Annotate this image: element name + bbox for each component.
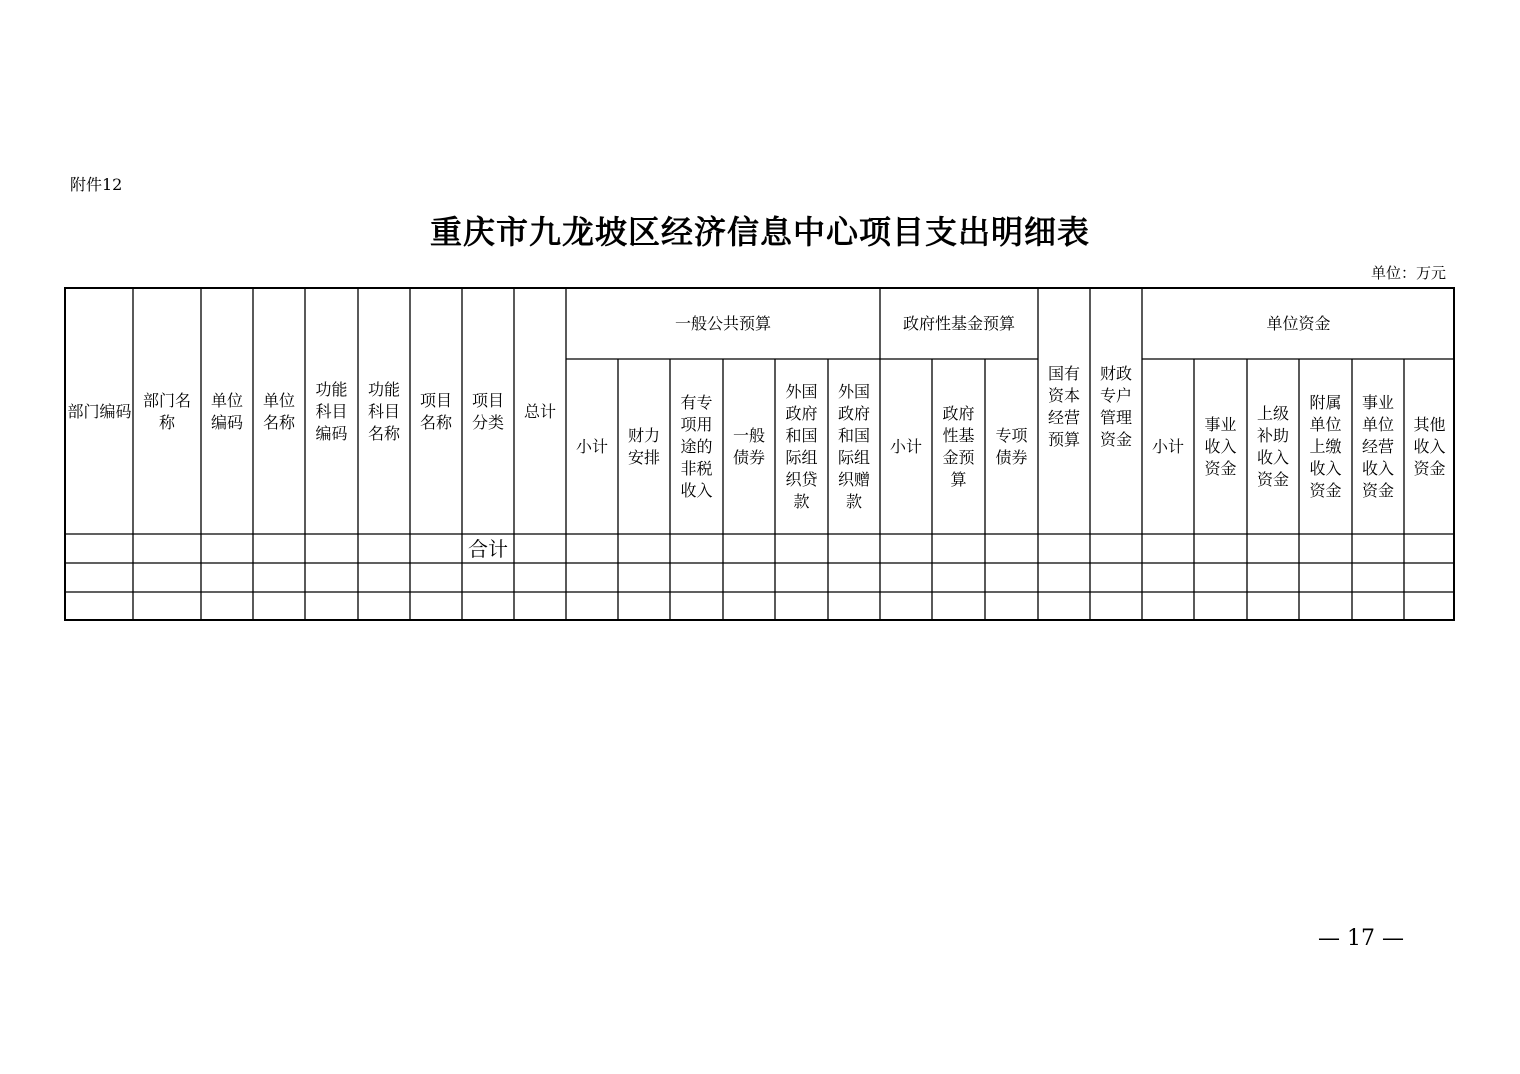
header-group-general-budget: 一般公共预算 (674, 314, 771, 333)
header-general-bond: 一般债券 (732, 425, 765, 467)
header-dept-code: 部门编码 (67, 401, 132, 421)
header-dept-name: 部门名称 (142, 390, 191, 432)
header-unit-name: 单位名称 (262, 390, 295, 432)
header-func-code: 功能科目编码 (315, 379, 348, 443)
header-special-account: 财政专户管理资金 (1099, 363, 1132, 449)
header-total: 总计 (523, 401, 556, 421)
header-general-subtotal: 小计 (575, 436, 608, 456)
page-number: — 17 — (1318, 926, 1404, 951)
header-group-fund-budget: 政府性基金预算 (902, 314, 1015, 333)
header-unit-code: 单位编码 (210, 390, 243, 432)
header-unit-operating: 事业单位经营收入资金 (1361, 392, 1394, 500)
header-unit-business: 事业收入资金 (1204, 414, 1237, 478)
header-general-loan: 外国政府和国际组织贷款 (785, 381, 818, 511)
header-unit-affiliated: 附属单位上缴收入资金 (1309, 392, 1342, 500)
header-unit-subtotal: 小计 (1151, 436, 1184, 456)
header-fund-subtotal: 小计 (889, 436, 922, 456)
attachment-label: 附件12 (70, 175, 123, 194)
header-proj-name: 项目名称 (419, 390, 452, 432)
header-fund-bond: 专项债券 (995, 425, 1028, 467)
header-state-capital: 国有资本经营预算 (1047, 363, 1080, 449)
document-title: 重庆市九龙坡区经济信息中心项目支出明细表 (429, 213, 1090, 251)
header-unit-superior: 上级补助收入资金 (1256, 403, 1289, 489)
unit-label: 单位：万元 (1370, 264, 1446, 282)
header-func-name: 功能科目名称 (367, 379, 400, 443)
header-general-nontax: 有专项用途的非税收入 (680, 392, 713, 500)
row-total-label: 合计 (468, 536, 508, 561)
table-row (462, 592, 514, 621)
header-fund-fund: 政府性基金预算 (942, 403, 975, 489)
header-group-unit-funds: 单位资金 (1266, 314, 1331, 333)
header-general-grant: 外国政府和国际组织赠款 (837, 381, 870, 511)
header-unit-other: 其他收入资金 (1413, 414, 1446, 478)
expenditure-table (64, 287, 1455, 621)
header-general-financial: 财力安排 (627, 425, 660, 467)
header-proj-cat: 项目分类 (471, 390, 504, 432)
table-row (462, 563, 514, 592)
